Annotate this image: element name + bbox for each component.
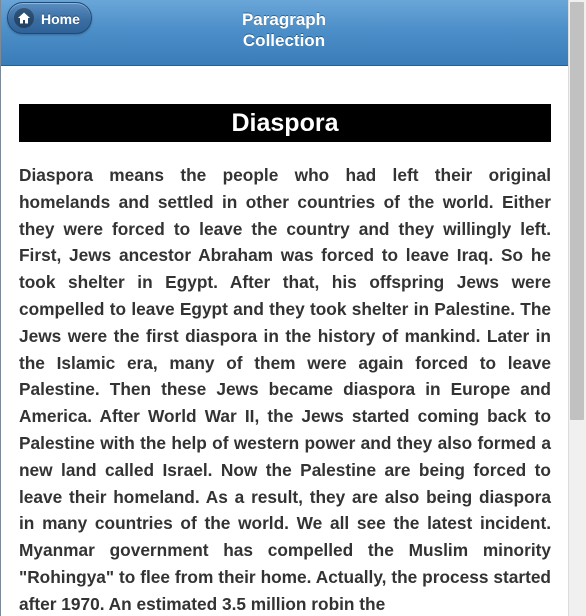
header-bar	[1, 0, 569, 66]
vertical-scrollbar[interactable]	[568, 0, 586, 616]
home-button[interactable]	[7, 2, 92, 34]
home-button-label: Home	[41, 11, 80, 27]
home-icon	[14, 8, 34, 28]
page-title-line1: Paragraph	[241, 10, 327, 29]
page-title-line2: Collection	[242, 31, 326, 50]
article-heading: Diaspora	[19, 104, 551, 142]
page-title	[191, 9, 377, 51]
scrollbar-thumb[interactable]	[570, 2, 584, 420]
article-content	[19, 104, 551, 616]
article-paragraph: Diaspora means the people who had left their original homelands and settled in other countries of the world. Either they were forced to leave the country and they willingly left. First, Jews ancestor Abraham was forced to leave Iraq. So he took shelter in Egypt. After that, his offspring Jews were compelled to leave Egypt and they took shelter in Palestine. The Jews were the first diaspora in the history of mankind. Later in the Islamic era, many of them were again forced to leave Palestine. Then these Jews became diaspora in Europe and America. After World War II, the Jews started coming back to Palestine with the help of western power and they also formed a new land called Israel. Now the Palestine are being forced to leave their homeland. As a result, they are also being diaspora in many countries of the world. We all see the latest incident. Myanmar government has compelled the Muslim minority "Rohingya" to flee from their home. Actually, the process started after 1970. An estimated 3.5 million robin the	[19, 165, 551, 614]
